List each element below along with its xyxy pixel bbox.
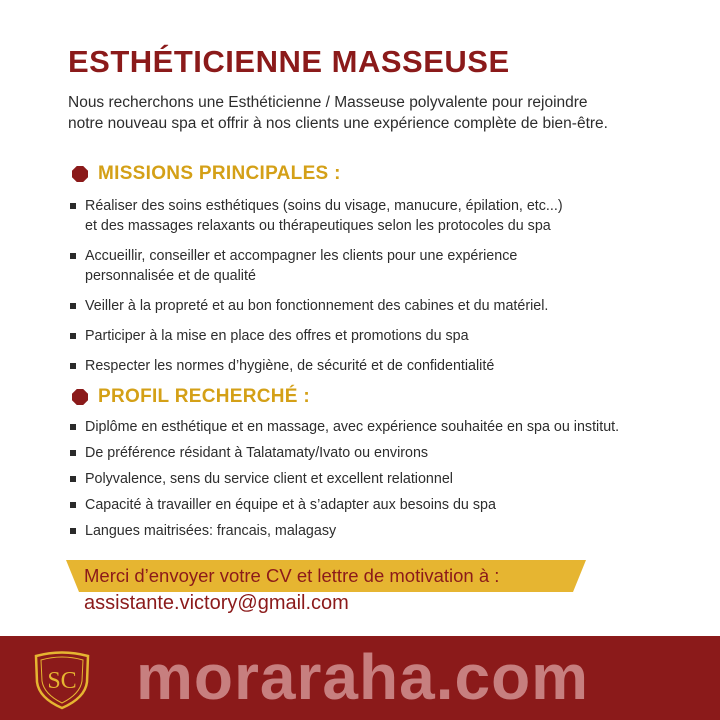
square-bullet-icon	[70, 333, 76, 339]
list-item-line: Réaliser des soins esthétiques (soins du visage, manucure, épilation, etc...)	[85, 198, 563, 214]
profile-title: PROFIL RECHERCHÉ :	[98, 386, 310, 407]
square-bullet-icon	[70, 502, 76, 508]
intro-paragraph	[68, 92, 708, 134]
list-item-line: Participer à la mise en place des offres et promotions du spa	[85, 328, 469, 344]
shield-crest-logo	[32, 648, 92, 710]
square-bullet-icon	[70, 253, 76, 259]
list-item	[70, 469, 710, 489]
square-bullet-icon	[70, 363, 76, 369]
crest-letters: SC	[47, 668, 77, 694]
list-item-text: Diplôme en esthétique et en massage, avec expérience souhaitée en spa ou institut.	[85, 419, 620, 435]
list-item-line: Veiller à la propreté et au bon fonctionnement des cabines et du matériel.	[85, 298, 549, 314]
list-item	[70, 296, 710, 316]
list-item	[70, 521, 710, 541]
square-bullet-icon	[70, 303, 76, 309]
list-item-line: personnalisée et de qualité	[85, 268, 256, 284]
square-bullet-icon	[70, 424, 76, 430]
list-item-line: Respecter les normes d’hygiène, de sécurité et de confidentialité	[85, 358, 495, 374]
list-item	[70, 443, 710, 463]
list-item	[70, 246, 710, 286]
missions-heading	[72, 162, 341, 186]
watermark: moraraha.com	[136, 641, 590, 713]
square-bullet-icon	[70, 528, 76, 534]
octagon-icon	[72, 389, 88, 405]
footer-band	[0, 636, 720, 720]
page-title: ESTHÉTICIENNE MASSEUSE	[68, 44, 510, 79]
list-item-text: Polyvalence, sens du service client et excellent relationnel	[85, 471, 453, 487]
list-item	[70, 326, 710, 346]
square-bullet-icon	[70, 203, 76, 209]
list-item	[70, 356, 710, 376]
list-item	[70, 196, 710, 236]
intro-line: notre nouveau spa et offrir à nos clients une expérience complète de bien-être.	[68, 115, 608, 132]
list-item	[70, 417, 710, 437]
profile-heading	[72, 385, 310, 409]
contact-email[interactable]: assistante.victory@gmail.com	[84, 592, 349, 614]
intro-line: Nous recherchons une Esthéticienne / Masseuse polyvalente pour rejoindre	[68, 94, 588, 111]
square-bullet-icon	[70, 476, 76, 482]
list-item-line: et des massages relaxants ou thérapeutiques selon les protocoles du spa	[85, 218, 551, 234]
list-item-line: Accueillir, conseiller et accompagner les clients pour une expérience	[85, 248, 518, 264]
profile-list	[70, 417, 710, 547]
missions-title: MISSIONS PRINCIPALES :	[98, 163, 341, 184]
list-item-text: Capacité à travailler en équipe et à s’adapter aux besoins du spa	[85, 497, 496, 513]
octagon-icon	[72, 166, 88, 182]
list-item	[70, 495, 710, 515]
list-item-text: Langues maitrisées: francais, malagasy	[85, 523, 337, 539]
cta-text: Merci d’envoyer votre CV et lettre de motivation à :	[84, 565, 500, 586]
square-bullet-icon	[70, 450, 76, 456]
list-item-text: De préférence résidant à Talatamaty/Ivato ou environs	[85, 445, 429, 461]
missions-list	[70, 196, 710, 386]
